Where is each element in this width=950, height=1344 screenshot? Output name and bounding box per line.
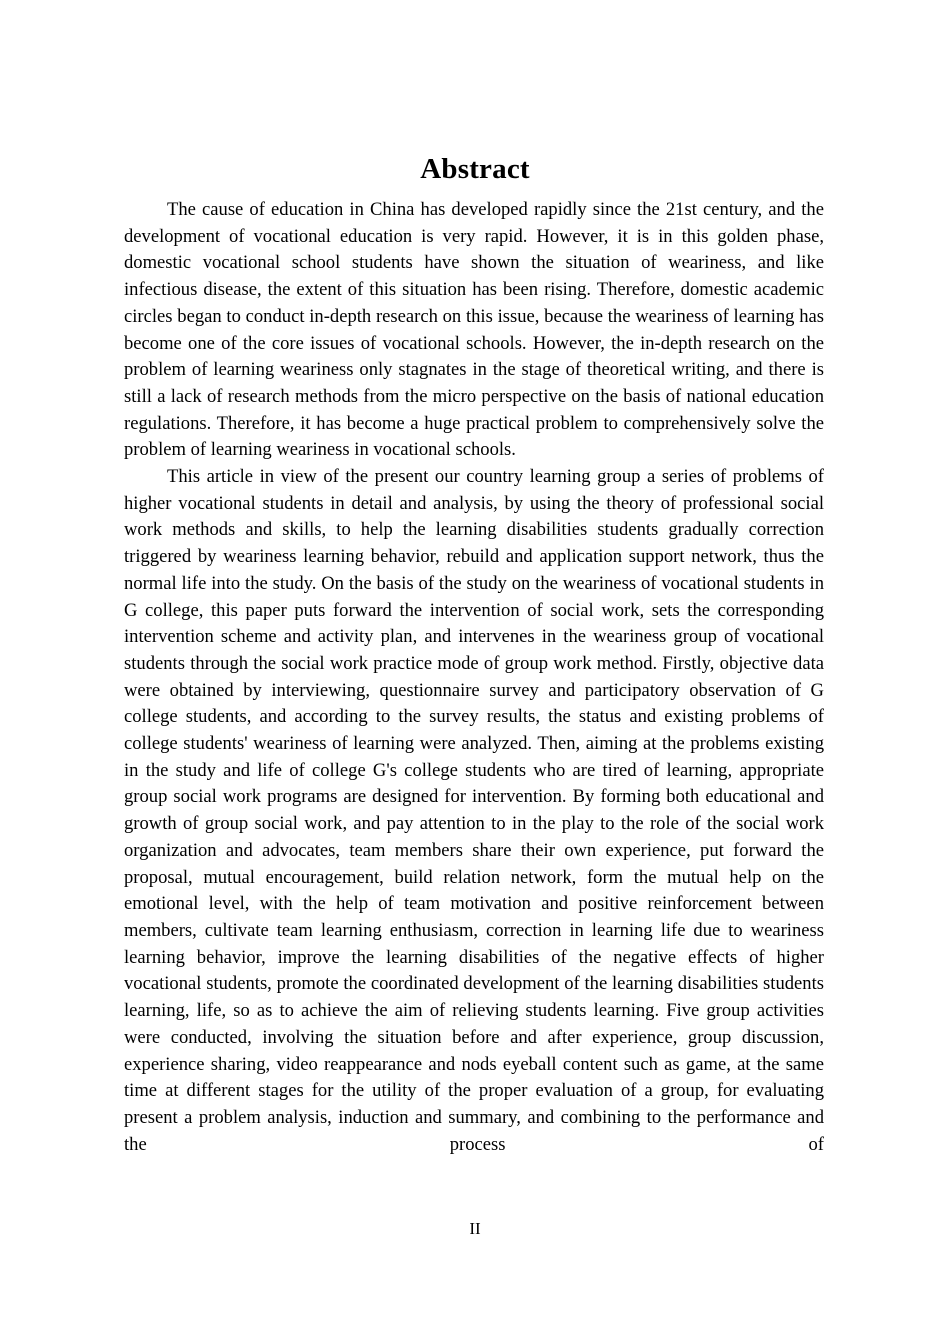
paragraph-2: This article in view of the present our country learning group a series of problems of higher vocational students in detail and analysis, by using the theory of professional social work methods and skills, to help the learning disabilities students gradually correction triggered by weariness learning behavior, rebuild and application support network, thus the normal life into the study. On the basis of the study on the weariness of vocational students in G college, this paper puts forward the intervention of social work, sets the corresponding intervention scheme and activity plan, and intervenes in the weariness group of vocational students through the social work practice mode of group work method. Firstly, objective data were obtained by interviewing, questionnaire survey and participatory observation of G college students, and according to the survey results, the status and existing problems of college students' weariness of learning were analyzed. Then, aiming at the problems existing in the study and life of college G's college students who are tired of learning, appropriate group social work programs are designed for intervention. By forming both educational and growth of group social work, and pay attention to in the play to the role of the social work organization and advocates, team members share their own experience, put forward the proposal, mutual encouragement, build relation network, form the mutual help on the emotional level, with the help of team motivation and positive reinforcement between members, cultivate team learning enthusiasm, correction in learning life due to weariness learning behavior, improve the learning disabilities of the negative effects of higher vocational students, promote the coordinated development of the learning disabilities students learning, life, so as to achieve the aim of relieving students learning. Five group activities were conducted, involving the situation before and after experience, group discussion, experience sharing, video reappearance and nods eyeball content such as game, at the same time at different stages for the utility of the proper evaluation of a group, for evaluating present a problem analysis, induction and summary, and combining to the performance and the process of: [124, 466, 824, 1155]
abstract-body: [124, 197, 824, 1158]
page-number-footer: II: [469, 1219, 481, 1238]
paragraph-1: The cause of education in China has developed rapidly since the 21st century, and the development of vocational education is very rapid. However, it is in this golden phase, domestic vocational school students have shown the situation of weariness, and like infectious disease, the extent of this situation has been rising. Therefore, domestic academic circles began to conduct in-depth research on this issue, because the weariness of learning has become one of the core issues of vocational schools. However, the in-depth research on the problem of learning weariness only stagnates in the stage of theoretical writing, and there is still a lack of research methods from the micro perspective on the basis of national education regulations. Therefore, it has become a huge practical problem to comprehensively solve the problem of learning weariness in vocational schools.: [124, 199, 824, 461]
page-title: Abstract: [420, 153, 530, 186]
